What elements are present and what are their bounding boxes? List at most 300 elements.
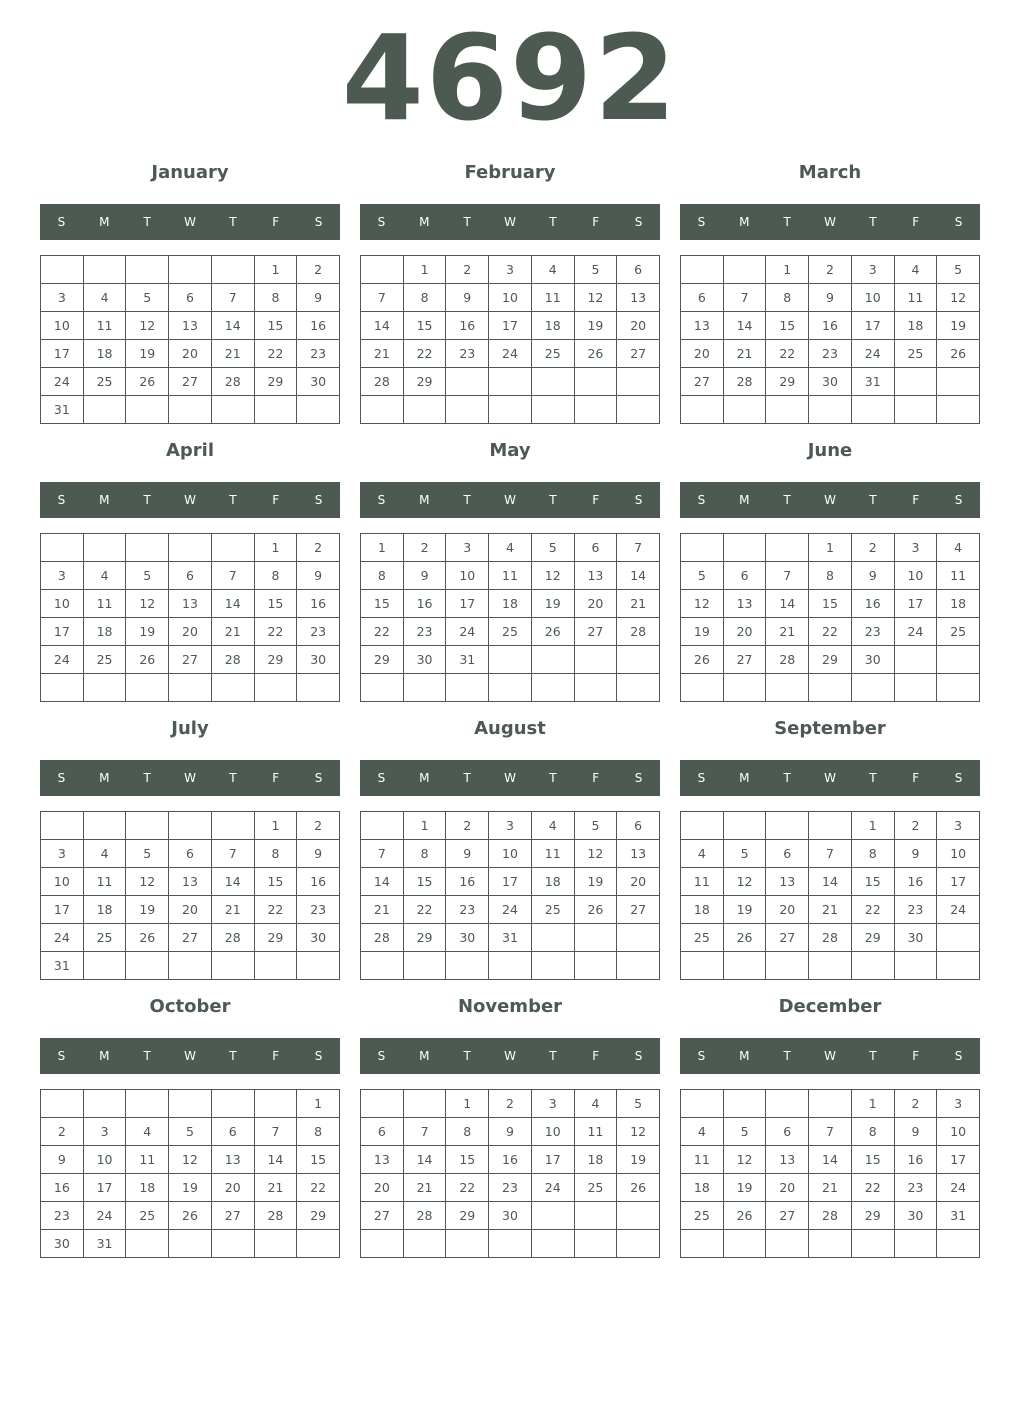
day-cell: 30 [895, 1202, 938, 1230]
day-cell: 30 [297, 924, 340, 952]
day-cell: 6 [617, 812, 660, 840]
day-cell: 23 [895, 896, 938, 924]
day-cell: 9 [489, 1118, 532, 1146]
day-grid [40, 1089, 340, 1258]
empty-cell [84, 256, 127, 284]
empty-cell [617, 924, 660, 952]
day-cell: 27 [617, 896, 660, 924]
weekday-label: M [739, 1049, 750, 1063]
day-cell: 12 [126, 590, 169, 618]
day-cell: 4 [937, 534, 980, 562]
day-cell: 25 [681, 924, 724, 952]
empty-cell [809, 1090, 852, 1118]
weekday-label: T [783, 771, 791, 785]
weekday-label: T [229, 493, 237, 507]
weekday-label: F [592, 215, 600, 229]
day-cell: 24 [489, 340, 532, 368]
day-cell: 6 [575, 534, 618, 562]
empty-cell [766, 1230, 809, 1258]
month-name: June [807, 440, 853, 461]
day-cell: 4 [532, 256, 575, 284]
weekday-header [680, 760, 980, 796]
day-cell: 2 [895, 1090, 938, 1118]
month-name: November [457, 996, 563, 1017]
weekday-label: M [99, 215, 110, 229]
day-cell: 22 [361, 618, 404, 646]
day-cell: 17 [852, 312, 895, 340]
day-cell: 14 [724, 312, 767, 340]
day-cell: 11 [84, 868, 127, 896]
empty-cell [724, 534, 767, 562]
empty-cell [361, 396, 404, 424]
day-cell: 4 [532, 812, 575, 840]
weekday-header [680, 482, 980, 518]
weekday-label: M [99, 493, 110, 507]
weekday-label: T [783, 1049, 791, 1063]
day-cell: 7 [212, 284, 255, 312]
day-cell: 22 [852, 896, 895, 924]
empty-cell [84, 812, 127, 840]
empty-cell [446, 368, 489, 396]
day-cell: 26 [532, 618, 575, 646]
empty-cell [852, 674, 895, 702]
day-cell: 14 [212, 590, 255, 618]
day-cell: 16 [297, 590, 340, 618]
empty-cell [532, 646, 575, 674]
weekday-label: S [314, 215, 323, 229]
day-cell: 10 [41, 590, 84, 618]
empty-cell [895, 674, 938, 702]
day-cell: 23 [297, 340, 340, 368]
weekday-label: W [504, 493, 516, 507]
empty-cell [852, 952, 895, 980]
empty-cell [297, 1230, 340, 1258]
empty-cell [169, 256, 212, 284]
empty-cell [169, 534, 212, 562]
empty-cell [41, 256, 84, 284]
day-cell: 30 [489, 1202, 532, 1230]
day-cell: 9 [852, 562, 895, 590]
day-cell: 3 [84, 1118, 127, 1146]
day-cell: 13 [361, 1146, 404, 1174]
day-cell: 18 [681, 1174, 724, 1202]
day-cell: 20 [575, 590, 618, 618]
empty-cell [575, 646, 618, 674]
weekday-label: T [869, 215, 877, 229]
empty-cell [212, 1230, 255, 1258]
day-cell: 13 [766, 1146, 809, 1174]
weekday-label: S [57, 215, 66, 229]
empty-cell [575, 1202, 618, 1230]
empty-cell [575, 1230, 618, 1258]
weekday-label: W [824, 215, 836, 229]
weekday-label: S [954, 771, 963, 785]
day-cell: 12 [126, 312, 169, 340]
day-cell: 25 [84, 368, 127, 396]
empty-cell [681, 1090, 724, 1118]
day-cell: 14 [404, 1146, 447, 1174]
day-cell: 15 [255, 590, 298, 618]
weekday-label: T [229, 771, 237, 785]
day-cell: 11 [532, 840, 575, 868]
day-cell: 28 [255, 1202, 298, 1230]
day-cell: 31 [937, 1202, 980, 1230]
empty-cell [724, 1090, 767, 1118]
day-cell: 2 [297, 812, 340, 840]
day-cell: 10 [41, 312, 84, 340]
empty-cell [41, 1090, 84, 1118]
day-cell: 7 [809, 1118, 852, 1146]
empty-cell [297, 952, 340, 980]
weekday-header [360, 482, 660, 518]
month-january [40, 158, 340, 424]
empty-cell [169, 1090, 212, 1118]
day-cell: 14 [361, 868, 404, 896]
day-cell: 19 [724, 1174, 767, 1202]
day-cell: 9 [297, 562, 340, 590]
day-grid [40, 255, 340, 424]
day-cell: 11 [895, 284, 938, 312]
empty-cell [169, 952, 212, 980]
day-grid [360, 811, 660, 980]
day-grid [40, 533, 340, 702]
day-cell: 11 [126, 1146, 169, 1174]
weekday-label: F [592, 493, 600, 507]
empty-cell [489, 1230, 532, 1258]
day-cell: 23 [404, 618, 447, 646]
day-cell: 17 [41, 618, 84, 646]
day-cell: 2 [297, 534, 340, 562]
empty-cell [255, 1090, 298, 1118]
empty-cell [404, 1090, 447, 1118]
weekday-label: W [824, 493, 836, 507]
empty-cell [126, 674, 169, 702]
month-name: February [464, 162, 556, 183]
day-cell: 12 [126, 868, 169, 896]
day-cell: 27 [169, 646, 212, 674]
day-cell: 24 [937, 1174, 980, 1202]
month-march [680, 158, 980, 424]
day-cell: 20 [169, 896, 212, 924]
day-cell: 28 [809, 924, 852, 952]
day-cell: 16 [809, 312, 852, 340]
day-cell: 26 [126, 646, 169, 674]
day-cell: 18 [84, 618, 127, 646]
day-cell: 31 [84, 1230, 127, 1258]
day-cell: 7 [766, 562, 809, 590]
day-cell: 4 [489, 534, 532, 562]
day-cell: 29 [255, 924, 298, 952]
day-cell: 13 [681, 312, 724, 340]
day-cell: 23 [489, 1174, 532, 1202]
day-cell: 24 [937, 896, 980, 924]
empty-cell [766, 952, 809, 980]
day-cell: 5 [724, 1118, 767, 1146]
day-cell: 27 [724, 646, 767, 674]
day-cell: 2 [297, 256, 340, 284]
day-cell: 17 [937, 868, 980, 896]
day-cell: 13 [724, 590, 767, 618]
weekday-label: T [869, 493, 877, 507]
day-cell: 12 [724, 868, 767, 896]
month-name: September [774, 718, 886, 739]
day-cell: 21 [361, 340, 404, 368]
empty-cell [809, 952, 852, 980]
empty-cell [575, 674, 618, 702]
weekday-label: M [99, 1049, 110, 1063]
day-cell: 3 [489, 812, 532, 840]
day-cell: 24 [852, 340, 895, 368]
day-cell: 20 [766, 896, 809, 924]
day-cell: 16 [895, 868, 938, 896]
day-cell: 30 [297, 368, 340, 396]
day-cell: 17 [41, 340, 84, 368]
empty-cell [212, 256, 255, 284]
empty-cell [681, 534, 724, 562]
weekday-label: S [954, 215, 963, 229]
day-cell: 14 [809, 1146, 852, 1174]
day-cell: 6 [766, 1118, 809, 1146]
day-cell: 29 [255, 646, 298, 674]
month-name: July [171, 718, 209, 739]
weekday-label: T [549, 771, 557, 785]
weekday-header [360, 1038, 660, 1074]
empty-cell [404, 952, 447, 980]
weekday-label: S [634, 493, 643, 507]
day-cell: 30 [809, 368, 852, 396]
day-cell: 10 [895, 562, 938, 590]
day-cell: 5 [126, 562, 169, 590]
empty-cell [766, 534, 809, 562]
day-cell: 26 [681, 646, 724, 674]
day-cell: 14 [617, 562, 660, 590]
weekday-label: T [549, 1049, 557, 1063]
empty-cell [681, 812, 724, 840]
day-cell: 11 [681, 1146, 724, 1174]
empty-cell [937, 952, 980, 980]
day-cell: 4 [895, 256, 938, 284]
weekday-label: F [272, 215, 280, 229]
empty-cell [84, 396, 127, 424]
day-cell: 5 [532, 534, 575, 562]
empty-cell [575, 952, 618, 980]
empty-cell [532, 674, 575, 702]
day-cell: 3 [532, 1090, 575, 1118]
empty-cell [681, 952, 724, 980]
day-cell: 5 [724, 840, 767, 868]
day-cell: 7 [255, 1118, 298, 1146]
day-cell: 19 [126, 618, 169, 646]
day-cell: 11 [84, 312, 127, 340]
day-cell: 5 [617, 1090, 660, 1118]
day-cell: 5 [937, 256, 980, 284]
day-cell: 12 [681, 590, 724, 618]
day-cell: 29 [809, 646, 852, 674]
empty-cell [766, 812, 809, 840]
day-cell: 23 [852, 618, 895, 646]
day-cell: 14 [212, 868, 255, 896]
day-cell: 16 [489, 1146, 532, 1174]
weekday-label: F [272, 493, 280, 507]
month-name: October [149, 996, 231, 1017]
day-cell: 11 [489, 562, 532, 590]
day-cell: 16 [297, 868, 340, 896]
empty-cell [169, 812, 212, 840]
weekday-label: T [143, 771, 151, 785]
day-cell: 28 [766, 646, 809, 674]
empty-cell [895, 952, 938, 980]
day-cell: 29 [766, 368, 809, 396]
empty-cell [126, 1090, 169, 1118]
weekday-label: M [739, 771, 750, 785]
day-grid [360, 255, 660, 424]
day-cell: 20 [681, 340, 724, 368]
day-cell: 12 [617, 1118, 660, 1146]
empty-cell [212, 396, 255, 424]
day-cell: 22 [255, 618, 298, 646]
day-cell: 22 [297, 1174, 340, 1202]
day-cell: 1 [255, 256, 298, 284]
empty-cell [126, 1230, 169, 1258]
day-cell: 9 [41, 1146, 84, 1174]
weekday-header [360, 760, 660, 796]
day-cell: 9 [446, 284, 489, 312]
day-cell: 27 [766, 924, 809, 952]
day-cell: 16 [446, 312, 489, 340]
weekday-label: F [592, 771, 600, 785]
weekday-header [40, 760, 340, 796]
day-cell: 6 [617, 256, 660, 284]
empty-cell [489, 396, 532, 424]
day-cell: 19 [575, 312, 618, 340]
weekday-label: S [314, 493, 323, 507]
day-cell: 29 [404, 924, 447, 952]
day-cell: 20 [766, 1174, 809, 1202]
weekday-label: T [143, 1049, 151, 1063]
day-cell: 9 [446, 840, 489, 868]
day-cell: 20 [617, 312, 660, 340]
empty-cell [766, 396, 809, 424]
day-cell: 26 [724, 1202, 767, 1230]
day-cell: 22 [255, 340, 298, 368]
day-cell: 4 [575, 1090, 618, 1118]
day-cell: 19 [617, 1146, 660, 1174]
weekday-label: W [184, 493, 196, 507]
empty-cell [489, 674, 532, 702]
empty-cell [617, 368, 660, 396]
day-cell: 3 [489, 256, 532, 284]
day-cell: 3 [852, 256, 895, 284]
day-cell: 8 [255, 284, 298, 312]
day-grid [40, 811, 340, 980]
day-cell: 21 [255, 1174, 298, 1202]
day-cell: 18 [84, 896, 127, 924]
month-name: March [798, 162, 862, 183]
day-cell: 31 [852, 368, 895, 396]
day-cell: 8 [255, 840, 298, 868]
day-cell: 12 [532, 562, 575, 590]
empty-cell [361, 812, 404, 840]
day-cell: 7 [361, 840, 404, 868]
weekday-label: T [549, 215, 557, 229]
empty-cell [404, 674, 447, 702]
day-cell: 13 [617, 284, 660, 312]
day-cell: 30 [895, 924, 938, 952]
weekday-label: W [824, 771, 836, 785]
empty-cell [126, 812, 169, 840]
day-cell: 15 [297, 1146, 340, 1174]
day-cell: 28 [404, 1202, 447, 1230]
weekday-label: T [549, 493, 557, 507]
day-cell: 9 [404, 562, 447, 590]
day-cell: 28 [212, 368, 255, 396]
empty-cell [126, 256, 169, 284]
day-cell: 10 [489, 840, 532, 868]
weekday-header [40, 1038, 340, 1074]
day-cell: 29 [297, 1202, 340, 1230]
empty-cell [681, 674, 724, 702]
weekday-label: S [954, 1049, 963, 1063]
weekday-label: S [57, 771, 66, 785]
empty-cell [212, 674, 255, 702]
day-cell: 25 [532, 896, 575, 924]
day-cell: 18 [937, 590, 980, 618]
day-cell: 5 [126, 284, 169, 312]
day-cell: 31 [41, 396, 84, 424]
day-cell: 29 [852, 924, 895, 952]
empty-cell [937, 674, 980, 702]
weekday-label: W [184, 1049, 196, 1063]
day-cell: 6 [681, 284, 724, 312]
day-cell: 11 [84, 590, 127, 618]
empty-cell [361, 1090, 404, 1118]
day-cell: 28 [361, 368, 404, 396]
day-cell: 19 [169, 1174, 212, 1202]
weekday-label: T [783, 215, 791, 229]
day-cell: 22 [404, 340, 447, 368]
day-cell: 1 [404, 812, 447, 840]
day-cell: 1 [255, 812, 298, 840]
day-cell: 11 [937, 562, 980, 590]
empty-cell [724, 812, 767, 840]
weekday-label: S [697, 771, 706, 785]
weekday-header [680, 1038, 980, 1074]
day-cell: 26 [617, 1174, 660, 1202]
day-cell: 16 [895, 1146, 938, 1174]
day-cell: 10 [84, 1146, 127, 1174]
empty-cell [617, 1230, 660, 1258]
empty-cell [895, 1230, 938, 1258]
day-cell: 26 [126, 924, 169, 952]
day-cell: 17 [41, 896, 84, 924]
empty-cell [895, 646, 938, 674]
empty-cell [766, 1090, 809, 1118]
day-cell: 8 [852, 840, 895, 868]
empty-cell [404, 1230, 447, 1258]
day-cell: 12 [937, 284, 980, 312]
weekday-label: S [697, 215, 706, 229]
day-cell: 15 [404, 312, 447, 340]
day-cell: 7 [724, 284, 767, 312]
day-cell: 19 [575, 868, 618, 896]
day-cell: 29 [852, 1202, 895, 1230]
day-cell: 8 [297, 1118, 340, 1146]
day-cell: 13 [766, 868, 809, 896]
day-cell: 24 [41, 646, 84, 674]
empty-cell [617, 646, 660, 674]
weekday-label: S [377, 771, 386, 785]
day-cell: 27 [575, 618, 618, 646]
